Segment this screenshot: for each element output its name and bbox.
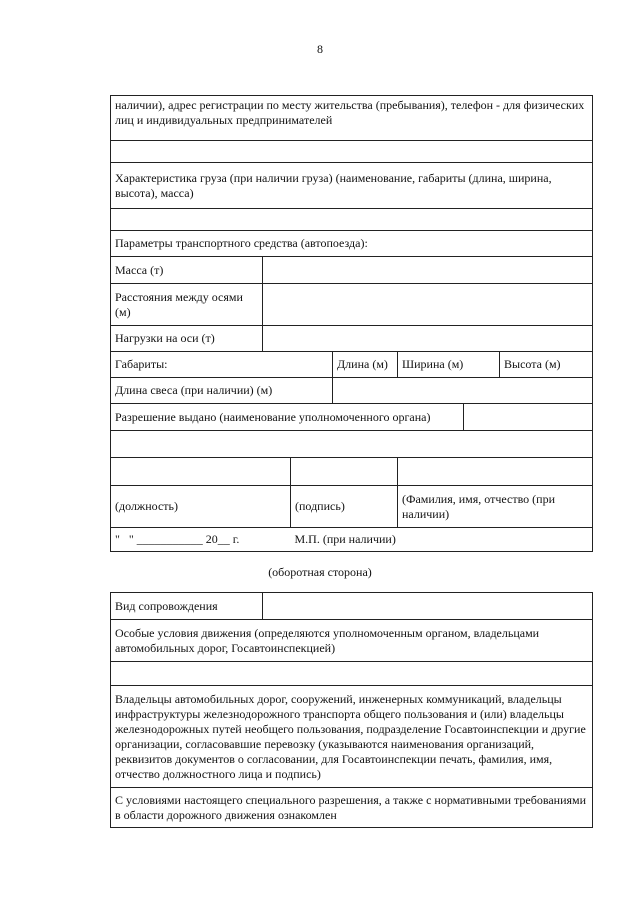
front-side-table <box>110 95 593 552</box>
address-cell: наличии), адрес регистрации по месту жительства (пребывания), телефон - для физических лиц и индивидуальных предпринимателей <box>111 96 593 141</box>
length-label: Длина (м) <box>333 352 398 378</box>
mass-value[interactable] <box>263 257 593 284</box>
signature-caption: (подпись) <box>291 486 398 528</box>
acknowledgement-cell: С условиями настоящего специального разрешения, а также с нормативными требованиями в области дорожного движения ознакомлен <box>111 788 593 828</box>
issued-by-value[interactable] <box>464 404 593 431</box>
back-side-caption: (оборотная сторона) <box>268 565 372 579</box>
overhang-label: Длина свеса (при наличии) (м) <box>111 378 333 404</box>
date-line[interactable]: " " ___________ 20__ г. <box>111 528 291 552</box>
vehicle-params-label: Параметры транспортного средства (автопоезда): <box>111 231 593 257</box>
escort-label: Вид сопровождения <box>111 593 263 620</box>
overhang-value[interactable] <box>333 378 593 404</box>
signature-field[interactable] <box>291 458 398 486</box>
blank-row[interactable] <box>111 662 593 686</box>
position-field[interactable] <box>111 458 291 486</box>
stamp-label: М.П. (при наличии) <box>291 528 593 552</box>
axle-load-value[interactable] <box>263 326 593 352</box>
mass-label: Масса (т) <box>111 257 263 284</box>
blank-row[interactable] <box>111 141 593 163</box>
height-label: Высота (м) <box>500 352 593 378</box>
axle-distance-label: Расстояния между осями (м) <box>111 284 263 326</box>
axle-distance-value[interactable] <box>263 284 593 326</box>
dimensions-label: Габариты: <box>111 352 333 378</box>
full-name-field[interactable] <box>398 458 593 486</box>
cargo-cell: Характеристика груза (при наличии груза) (наименование, габариты (длина, ширина, высота), масса) <box>111 163 593 209</box>
back-side-table <box>110 592 593 828</box>
axle-load-label: Нагрузки на оси (т) <box>111 326 263 352</box>
width-label: Ширина (м) <box>398 352 500 378</box>
escort-value[interactable] <box>263 593 593 620</box>
issued-by-label: Разрешение выдано (наименование уполномоченного органа) <box>111 404 464 431</box>
blank-row[interactable] <box>111 431 593 458</box>
owners-cell: Владельцы автомобильных дорог, сооружений, инженерных коммуникаций, владельцы инфраструктуры железнодорожного транспорта общего пользования и (или) владельцы железнодорожных путей необщего пользования, подразделение Госавтоинспекции и другие организации, согласовавшие перевозку (указываются наименования организаций, реквизитов документов о согласовании, для Госавтоинспекции печать, фамилия, имя, отчество должностного лица и подпись) <box>111 686 593 788</box>
full-name-caption: (Фамилия, имя, отчество (при наличии) <box>398 486 593 528</box>
page-number: 8 <box>317 42 323 56</box>
blank-row[interactable] <box>111 209 593 231</box>
position-caption: (должность) <box>111 486 291 528</box>
special-conditions-cell: Особые условия движения (определяются уполномоченным органом, владельцами автомобильных дорог, Госавтоинспекцией) <box>111 620 593 662</box>
